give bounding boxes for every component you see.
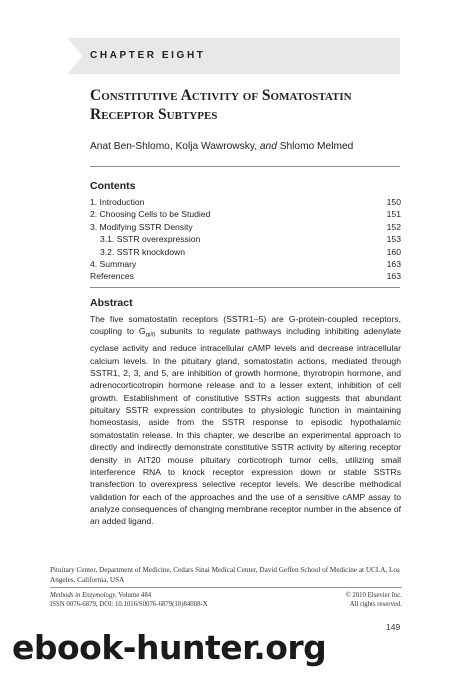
- toc-page: 163: [386, 271, 401, 282]
- abstract-text-part-1: The five somatostatin receptors (SSTR1–5) are G-protein-coupled receptors, coupling to G: [90, 314, 401, 337]
- table-of-contents: [90, 196, 401, 283]
- toc-row[interactable]: [90, 258, 401, 270]
- chapter-title-line-1: Constitutive Activity of Somatostatin: [90, 87, 352, 104]
- abstract-heading: Abstract: [90, 297, 133, 309]
- chapter-title: [90, 86, 410, 124]
- toc-title: 4. Summary: [90, 259, 137, 270]
- affiliation-note: Pituitary Center, Department of Medicine, Cedars Sinai Medical Center, David Geffen School of Medicine at UCLA, Los Angeles, California, USA: [50, 566, 400, 584]
- rights-notice: All rights reserved.: [349, 601, 402, 609]
- toc-page: 163: [386, 259, 401, 270]
- chapter-label: CHAPTER EIGHT: [90, 50, 206, 61]
- toc-row[interactable]: [90, 270, 401, 282]
- publication-footer: [50, 591, 402, 610]
- toc-page: 153: [386, 234, 401, 245]
- toc-title: 1. Introduction: [90, 197, 145, 207]
- contents-heading: Contents: [90, 180, 136, 192]
- journal-name: Methods in Enzymology,: [50, 592, 117, 599]
- divider-middle: [90, 287, 400, 288]
- copyright-notice: © 2010 Elsevier Inc.: [345, 592, 402, 599]
- author-list: [90, 141, 353, 152]
- authors-conjunction: and: [259, 141, 277, 152]
- toc-title: References: [90, 271, 134, 282]
- abstract-paragraph: [90, 313, 401, 528]
- authors-main: Anat Ben-Shlomo, Kolja Wawrowsky,: [90, 141, 260, 152]
- page-number: 149: [386, 622, 401, 632]
- toc-page: 160: [386, 246, 401, 257]
- toc-row[interactable]: [90, 221, 401, 233]
- toc-row[interactable]: [90, 233, 401, 245]
- journal-volume: Volume 484: [116, 592, 152, 599]
- toc-page: 151: [386, 209, 401, 220]
- toc-row[interactable]: [90, 246, 401, 258]
- watermark-text: ebook-hunter.org: [12, 628, 327, 667]
- abstract-subscript: αi/0: [145, 333, 156, 340]
- abstract-text-part-2: subunits to regulate pathways including inhibiting adenylate cyclase activity and reduce intracellular cAMP levels and decrease intracellular calcium levels. In the pituitary gland, somatostatin actions, mediated through SSTR1, 2, 3, and 5, are inhibition of growth hormone, thyrotropin hormone, and adrenocorticotropin hormone release and to a lesser extent, inhibition of cell growth. Establishment of constitutive SSTRs action suggests that abundant pituitary SSTR expression contributes to physiologic function in maintaining homeostasis, aside from the SSTR response to episodic hypothalamic somatostatin release. In this chapter, we describe an experimental approach to directly and indirectly demonstrate constitutive SSTR activity by altering receptor density in AtT20 mouse pituitary corticotroph tumor cells, utilizing small interference RNA to knock receptor expression down or stable SSTRs transfection to overexpress selective receptor levels. We describe methodical validation for each of the approaches and the use of a sensitive cAMP assay to analyze consequences of changing membrane receptor number in the absence of an added ligand.: [90, 326, 402, 527]
- footer-row-2: [50, 600, 402, 609]
- toc-row[interactable]: [90, 196, 401, 208]
- toc-title: 3.1. SSTR overexpression: [100, 234, 201, 245]
- chapter-banner-notch: [68, 38, 82, 74]
- abstract-body: [90, 313, 401, 528]
- authors-last: Shlomo Melmed: [276, 141, 354, 152]
- toc-page: 152: [386, 221, 401, 232]
- journal-citation: [50, 591, 151, 600]
- toc-title: 2. Choosing Cells to be Studied: [90, 209, 211, 220]
- toc-page: 150: [386, 197, 401, 207]
- chapter-title-line-2: Receptor Subtypes: [90, 106, 218, 123]
- footer-row-1: [50, 591, 402, 600]
- footer-divider: [50, 587, 402, 588]
- issn-doi: ISSN 0076-6879, DOI: 10.1016/S0076-6879(10)84008-X: [50, 601, 208, 609]
- divider-top: [90, 166, 400, 167]
- toc-row[interactable]: [90, 208, 401, 220]
- toc-title: 3. Modifying SSTR Density: [90, 221, 193, 232]
- toc-title: 3.2. SSTR knockdown: [100, 246, 186, 257]
